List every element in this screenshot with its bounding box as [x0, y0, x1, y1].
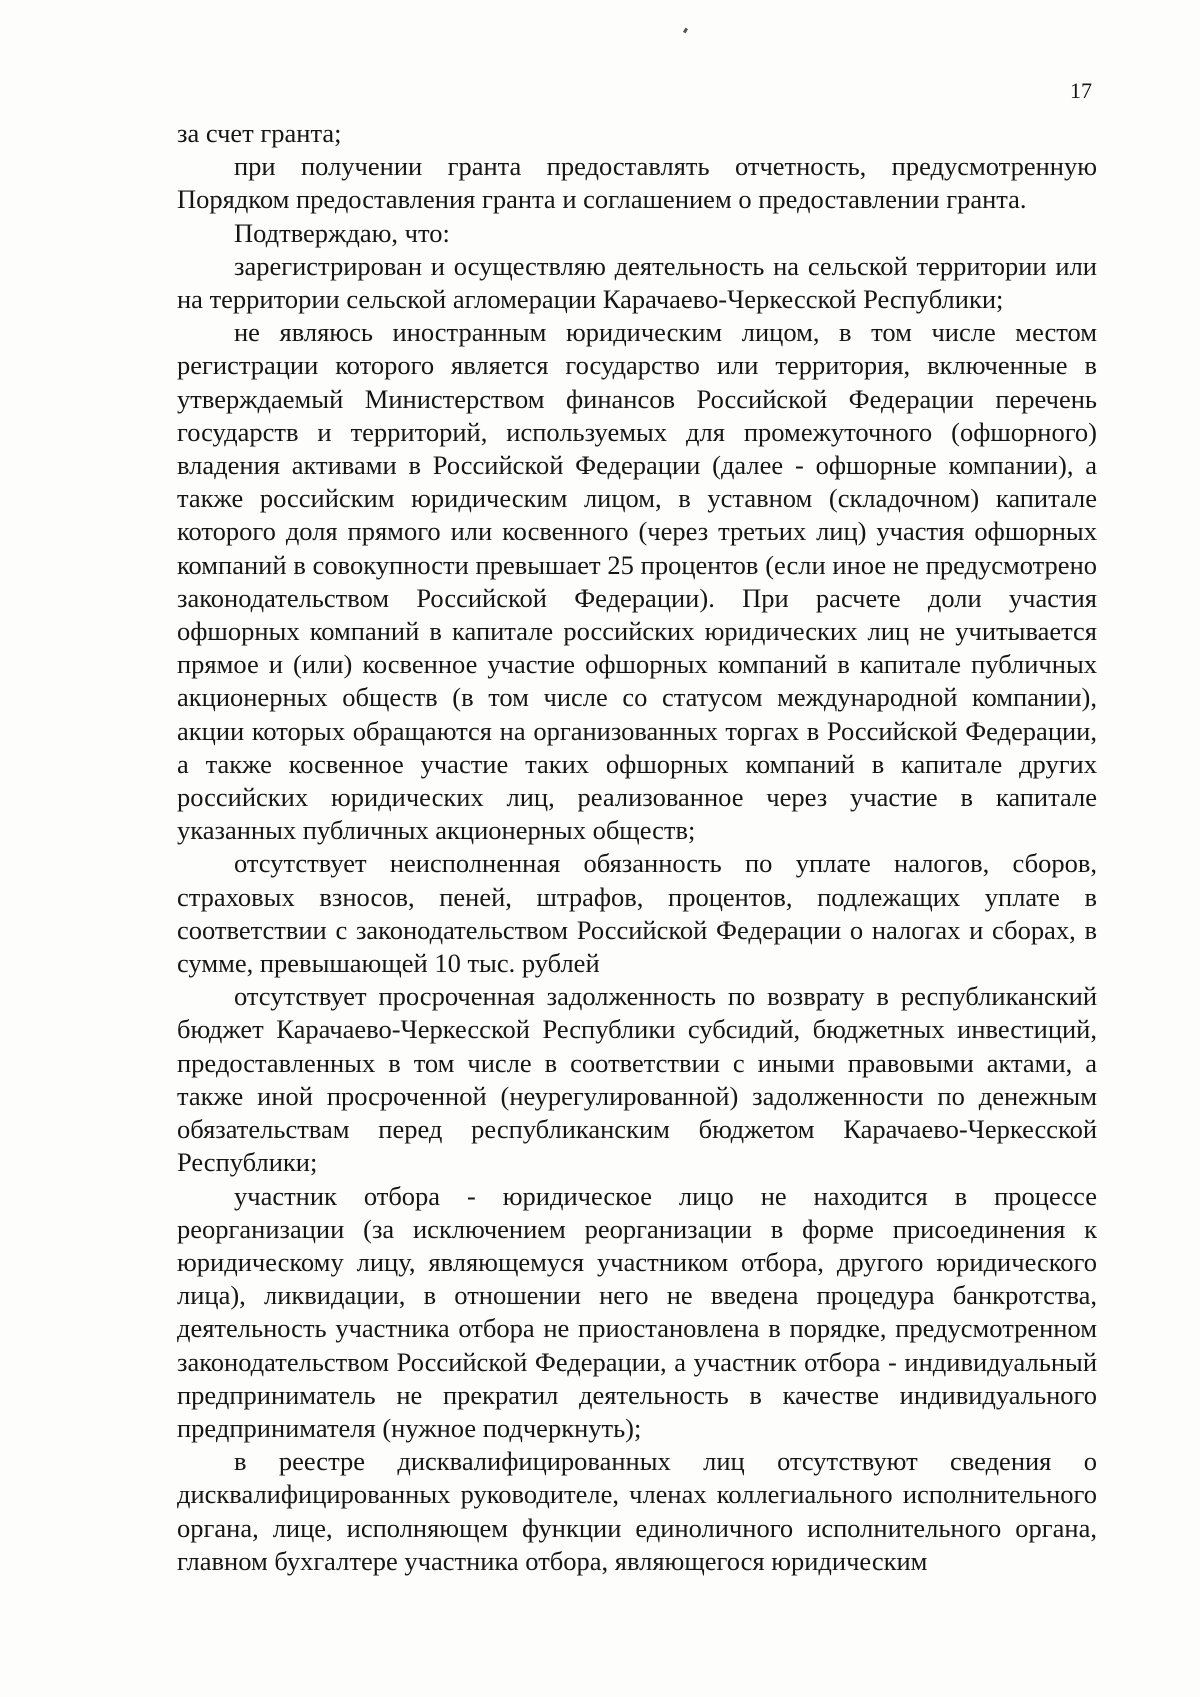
paragraph-confirm-heading: Подтверждаю, что:	[234, 217, 450, 248]
paragraph-not-foreign: не являюсь иностранным юридическим лицом, в том числе местом регистрации которого является государство или территория, включенные в утверждаемый Министерством финансов Российской Федерации перечень государств и территорий, используемых для промежуточного (офшорного) владения активами в Российской Федерации (далее - офшорные компании), а также российским юридическим лицом, в уставном (складочном) капитале которого доля прямого или косвенного (через третьих лиц) участия офшорных компаний в совокупности превышает 25 процентов (если иное не предусмотрено законодательством Российской Федерации). При расчете доли участия офшорных компаний в капитале российских юридических лиц не учитывается прямое и (или) косвенное участие офшорных компаний в капитале публичных акционерных обществ (в том числе со статусом международной компании), акции которых обращаются на организованных торгах в Российской Федерации, а также косвенное участие таких офшорных компаний в капитале других российских юридических лиц, реализованное через участие в капитале указанных публичных акционерных обществ;	[177, 317, 1097, 846]
paragraph-no-overdue-debt: отсутствует просроченная задолженность по возврату в республиканский бюджет Карачаево-Черкесской Республики субсидий, бюджетных инвестиций, предоставленных в том числе в соответствии с иными правовыми актами, а также иной просроченной (неурегулированной) задолженности по денежным обязательствам перед республиканским бюджетом Карачаево-Черкесской Республики;	[177, 981, 1097, 1178]
document-body	[177, 117, 1097, 1578]
paragraph-registered: зарегистрирован и осуществляю деятельность на сельской территории или на территории сельской агломерации Карачаево-Черкесской Республики;	[177, 250, 1097, 315]
scan-speck	[683, 28, 688, 34]
page-number: 17	[1070, 78, 1092, 103]
paragraph-disqualified-registry: в реестре дисквалифицированных лиц отсутствуют сведения о дисквалифицированных руководителе, членах коллегиального исполнительного органа, лице, исполняющем функции единоличного исполнительного органа, главном бухгалтере участника отбора, являющегося юридическим	[177, 1446, 1097, 1576]
paragraph-reporting: при получении гранта предоставлять отчетность, предусмотренную Порядком предоставления гранта и соглашением о предоставлении гранта.	[177, 151, 1097, 215]
paragraph-grant-expense: за счет гранта;	[177, 118, 342, 148]
paragraph-no-tax-debt: отсутствует неисполненная обязанность по уплате налогов, сборов, страховых взносов, пеней, штрафов, процентов, подлежащих уплате в соответствии с законодательством Российской Федерации о налогах и сборах, в сумме, превышающей 10 тыс. рублей	[177, 848, 1097, 979]
paragraph-no-reorganization: участник отбора - юридическое лицо не находится в процессе реорганизации (за исключением реорганизации в форме присоединения к юридическому лицу, являющемуся участником отбора, другого юридического лица), ликвидации, в отношении него не введена процедура банкротства, деятельность участника отбора не приостановлена в порядке, предусмотренном законодательством Российской Федерации, а участник отбора - индивидуальный предприниматель не прекратил деятельность в качестве индивидуального предпринимателя (нужное подчеркнуть);	[177, 1180, 1097, 1443]
